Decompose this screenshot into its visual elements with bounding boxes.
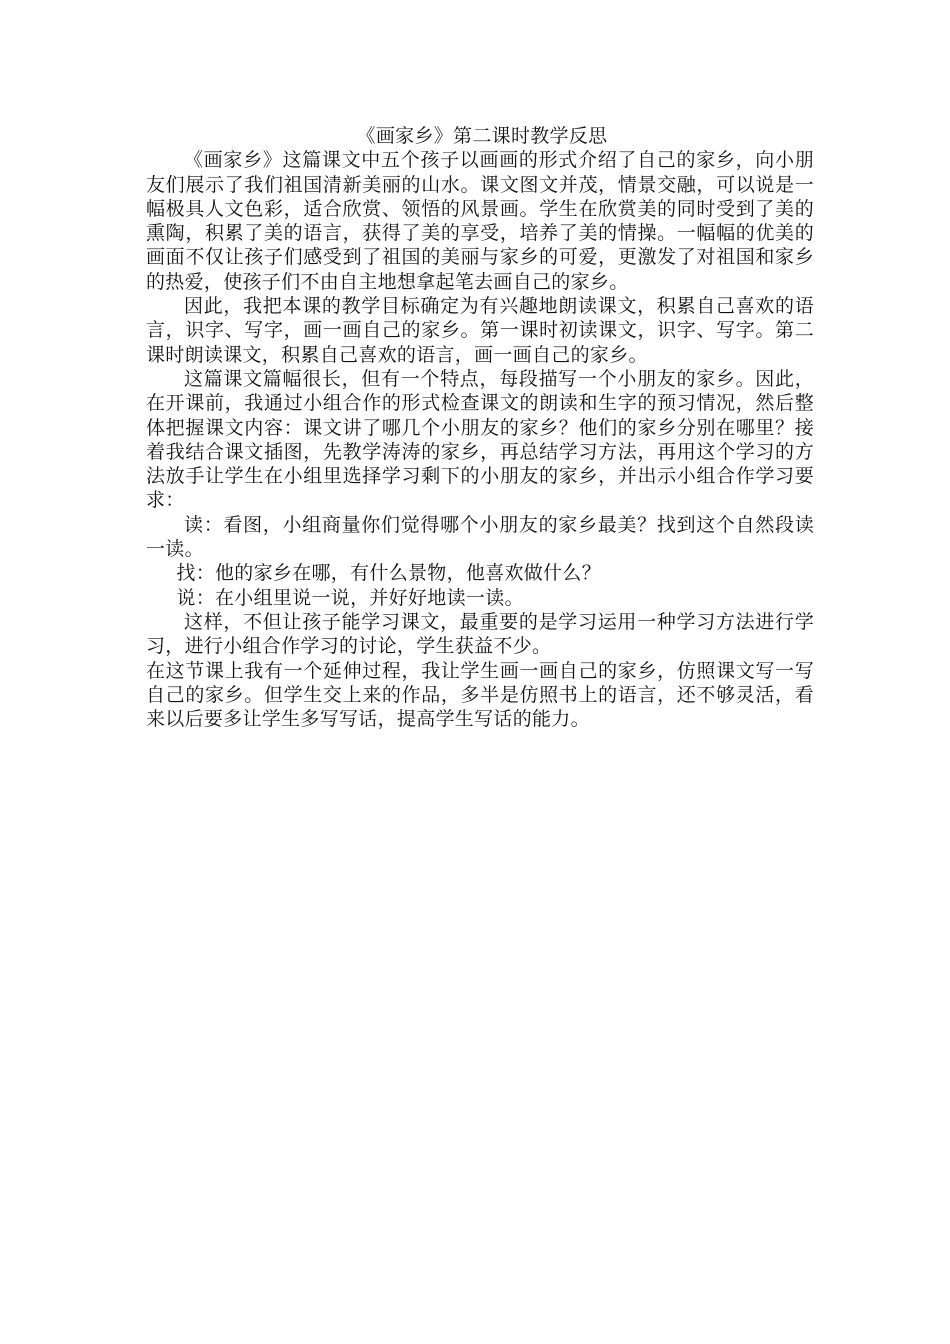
paragraph-goals: 因此，我把本课的教学目标确定为有兴趣地朗读课文，积累自己喜欢的语言，识字、写字，画一画自己的家乡。第一课时初读课文，识字、写字。第二课时朗读课文，积累自己喜欢的语言，画一画自己的家乡。 [146,295,814,366]
document-body [146,124,814,731]
paragraph-method: 这篇课文篇幅很长，但有一个特点，每段描写一个小朋友的家乡。因此，在开课前，我通过小组合作的形式检查课文的朗读和生字的预习情况，然后整体把握课文内容：课文讲了哪几个小朋友的家乡？他们的家乡分别在哪里？接着我结合课文插图，先教学涛涛的家乡，再总结学习方法，再用这个学习的方法放手让学生在小组里选择学习剩下的小朋友的家乡，并出示小组合作学习要求： [146,367,814,512]
task-say: 说：在小组里说一说，并好好地读一读。 [176,586,524,609]
task-read: 读：看图，小组商量你们觉得哪个小朋友的家乡最美？找到这个自然段读 一读。 [146,513,814,561]
document-title: 《画家乡》第二课时教学反思 [356,125,608,147]
task-find: 找：他的家乡在哪，有什么景物，他喜欢做什么？ [176,562,601,585]
paragraph-extension: 在这节课上我有一个延伸过程，我让学生画一画自己的家乡，仿照课文写一写自己的家乡。但学生交上来的作品，多半是仿照书上的语言，还不够灵活，看来以后要多让学生多写写话，提高学生写话的能力。 [146,659,814,731]
paragraph-intro: 《画家乡》这篇课文中五个孩子以画画的形式介绍了自己的家乡，向小朋友们展示了我们祖国清新美丽的山水。课文图文并茂，情景交融，可以说是一幅极具人文色彩，适合欣赏、领悟的风景画。学生在欣赏美的同时受到了美的熏陶，积累了美的语言，获得了美的享受，培养了美的情操。一幅幅的优美的画面不仅让孩子们感受到了祖国的美丽与家乡的可爱，更激发了对祖国和家乡的热爱，使孩子们不由自主地想拿起笔去画自己的家乡。 [146,149,814,293]
paragraph-result: 这样，不但让孩子能学习课文，最重要的是学习运用一种学习方法进行学习，进行小组合作学习的讨论，学生获益不少。 [146,610,814,658]
